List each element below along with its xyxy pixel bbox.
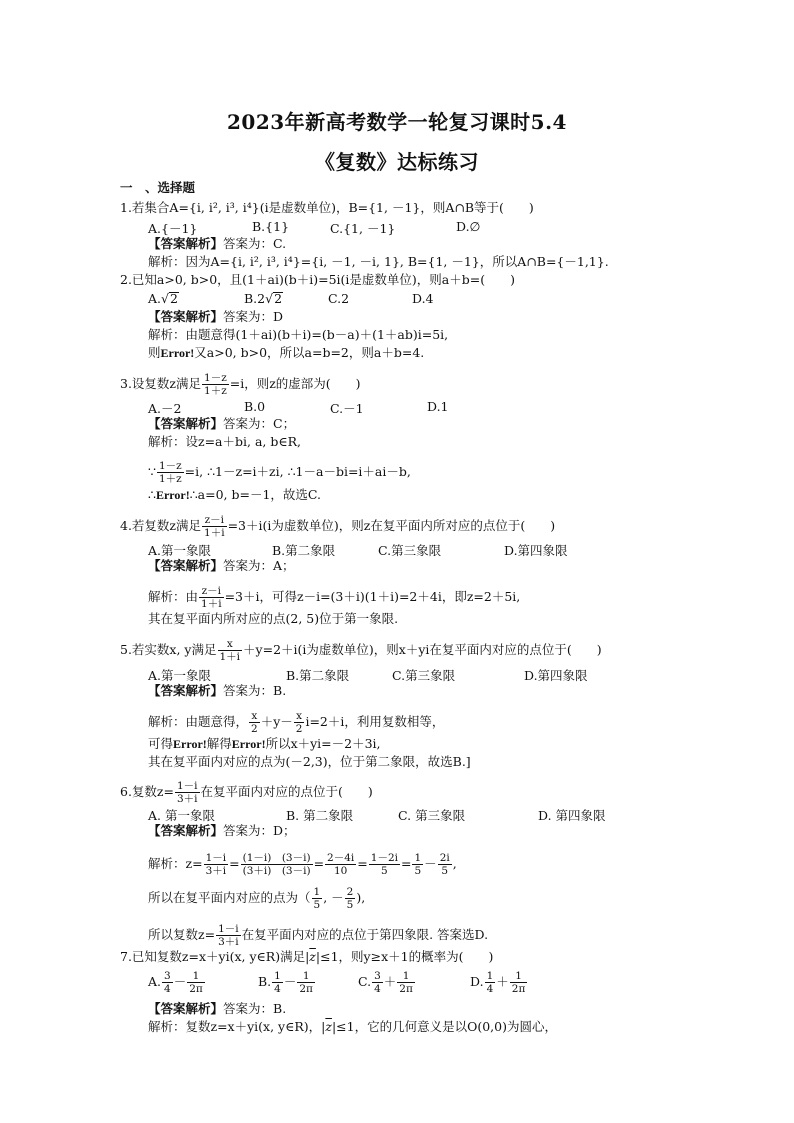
q4-option-c: C.第三象限 xyxy=(378,543,442,558)
q6-option-d: D. 第四象限 xyxy=(538,808,606,823)
q3-option-b: B.0 xyxy=(244,399,266,414)
q4-option-d: D.第四象限 xyxy=(504,543,568,558)
q2-option-d: D.4 xyxy=(412,291,434,306)
q5-option-d: D.第四象限 xyxy=(524,668,588,683)
q7-stem: 7.已知复数z=x＋yi(x, y∈R)满足$|\overline{z}|\le 1$，则y≥x＋1的概率为( ) xyxy=(120,949,494,964)
q6-answer: 【答案解析】答案为：D； xyxy=(148,823,296,838)
q7-option-b: B. $\frac{1}{4}$ － $\frac{1}{2\pi}$ xyxy=(258,970,313,995)
q1-option-b: B.{1} xyxy=(252,219,290,234)
q5-analysis-2: 可得Error!解得Error!所以x＋yi=－2＋3i, xyxy=(148,736,381,751)
q4-option-b: B.第二象限 xyxy=(272,543,336,558)
q2-analysis-2: 则Error!又a>0, b>0，所以a=b=2，则a＋b=4. xyxy=(148,345,425,360)
q3-option-c: C.－1 xyxy=(330,401,364,416)
q5-option-a: A.第一象限 xyxy=(148,668,212,683)
q4-answer: 【答案解析】答案为：A； xyxy=(148,558,295,573)
q7-analysis: 解析：复数z=x＋yi(x, y∈R)，$|\overline{z}|\le 1$，它的几何意义是以O(0,0)为圆心， xyxy=(148,1019,557,1034)
page-subtitle: 《复数》达标练习 xyxy=(315,150,479,174)
q2-stem: 2.已知a>0, b>0，且(1＋ai)(b＋i)=5i(i是虚数单位)，则a＋b=( ) xyxy=(120,272,515,287)
q2-option-b: B.2√2 xyxy=(244,291,283,306)
q6-analysis-1: 解析：z= $\frac{1-i}{3+i}$ = $\frac{(1-i) (3-i)}{(3+i) (3-i)}$ = $\frac{2-4i}{10}$ = $\frac{1-2i}{5}$ = $\frac{1}{5}$ － $\frac{2i}{5}$ , xyxy=(148,852,457,877)
q1-option-d: D.∅ xyxy=(456,219,481,234)
q1-analysis: 解析：因为A={i, i², i³, i⁴}={i, －1, －i, 1}, B={1, －1}，所以A∩B={－1,1}. xyxy=(148,254,609,269)
q6-analysis-2: 所以在复平面内对应的点为（ $\frac{1}{5}$ , － $\frac{2}{5}$ ), xyxy=(148,886,366,911)
q6-option-b: B. 第二象限 xyxy=(286,808,354,823)
q3-analysis-3: ∴Error!∴a=0, b=－1，故选C. xyxy=(148,487,322,502)
q5-analysis-3: 其在复平面内对应的点为(－2,3)，位于第二象限，故选B.] xyxy=(148,754,471,769)
q5-option-b: B.第二象限 xyxy=(286,668,350,683)
q4-stem: 4.若复数z满足 $\frac{z-i}{1+i}$ =3＋i(i为虚数单位)，则z在复平面内所对应的点位于( ) xyxy=(120,514,556,539)
q6-option-c: C. 第三象限 xyxy=(398,808,466,823)
q6-stem: 6.复数z= $\frac{1-i}{3+i}$ 在复平面内对应的点位于( ) xyxy=(120,780,373,805)
q2-option-c: C.2 xyxy=(328,291,350,306)
q5-answer: 【答案解析】答案为：B. xyxy=(148,683,287,698)
q7-option-a: A. $\frac{3}{4}$ － $\frac{1}{2\pi}$ xyxy=(148,970,203,995)
q4-analysis-1: 解析：由 $\frac{z-i}{1+i}$ =3＋i，可得z－i=(3＋i)(1＋i)=2＋4i，即z=2＋5i, xyxy=(148,585,521,610)
page-title: 2023年新高考数学一轮复习课时5.4 xyxy=(227,110,567,134)
q7-option-d: D. $\frac{1}{4}$ ＋ $\frac{1}{2\pi}$ xyxy=(470,970,526,995)
q4-option-a: A.第一象限 xyxy=(148,543,212,558)
q5-analysis-1: 解析：由题意得， $\frac{x}{2}$ ＋y－ $\frac{x}{2}$ i=2＋i，利用复数相等， xyxy=(148,710,445,735)
q4-analysis-2: 其在复平面内所对应的点(2, 5)位于第一象限. xyxy=(148,611,399,626)
q5-option-c: C.第三象限 xyxy=(392,668,456,683)
q1-stem: 1.若集合A={i, i², i³, i⁴}(i是虚数单位)，B={1, －1}，则A∩B等于( ) xyxy=(120,200,534,215)
q7-option-c: C. $\frac{3}{4}$ ＋ $\frac{1}{2\pi}$ xyxy=(358,970,413,995)
q2-analysis-1: 解析：由题意得(1＋ai)(b＋i)=(b－a)＋(1＋ab)i=5i, xyxy=(148,327,449,342)
section-heading: 一 、选择题 xyxy=(120,180,196,195)
q3-analysis-1: 解析：设z=a＋bi, a, b∈R, xyxy=(148,434,301,449)
q7-answer: 【答案解析】答案为：B. xyxy=(148,1001,287,1016)
q6-analysis-3: 所以复数z= $\frac{1-i}{3+i}$ 在复平面内对应的点位于第四象限. 答案选D. xyxy=(148,923,489,948)
q2-option-a: A.√2 xyxy=(148,291,178,306)
q1-option-a: A.{－1} xyxy=(148,221,198,236)
q6-option-a: A. 第一象限 xyxy=(148,808,215,823)
q3-option-a: A.－2 xyxy=(148,401,182,416)
q2-answer: 【答案解析】答案为：D xyxy=(148,309,284,324)
q3-answer: 【答案解析】答案为：C； xyxy=(148,416,296,431)
q5-stem: 5.若实数x, y满足 $\frac{x}{1+i}$ ＋y=2＋i(i为虚数单位)，则x＋yi在复平面内对应的点位于( ) xyxy=(120,638,602,663)
q3-analysis-2: ∵ $\frac{1-z}{1+z}$ =i, ∴1－z=i＋zi, ∴1－a－bi=i＋ai－b, xyxy=(148,460,411,485)
q3-stem: 3.设复数z满足 $\frac{1-z}{1+z}$ =i，则z的虚部为( ) xyxy=(120,372,361,397)
answer-label: 【答案解析】 xyxy=(148,236,224,251)
q1-answer: 【答案解析】答案为：C. xyxy=(148,236,287,251)
q3-fraction: $\frac{1-z}{1+z}$ xyxy=(204,372,227,397)
q1-option-c: C.{1, －1} xyxy=(330,221,396,236)
q3-option-d: D.1 xyxy=(427,399,449,414)
